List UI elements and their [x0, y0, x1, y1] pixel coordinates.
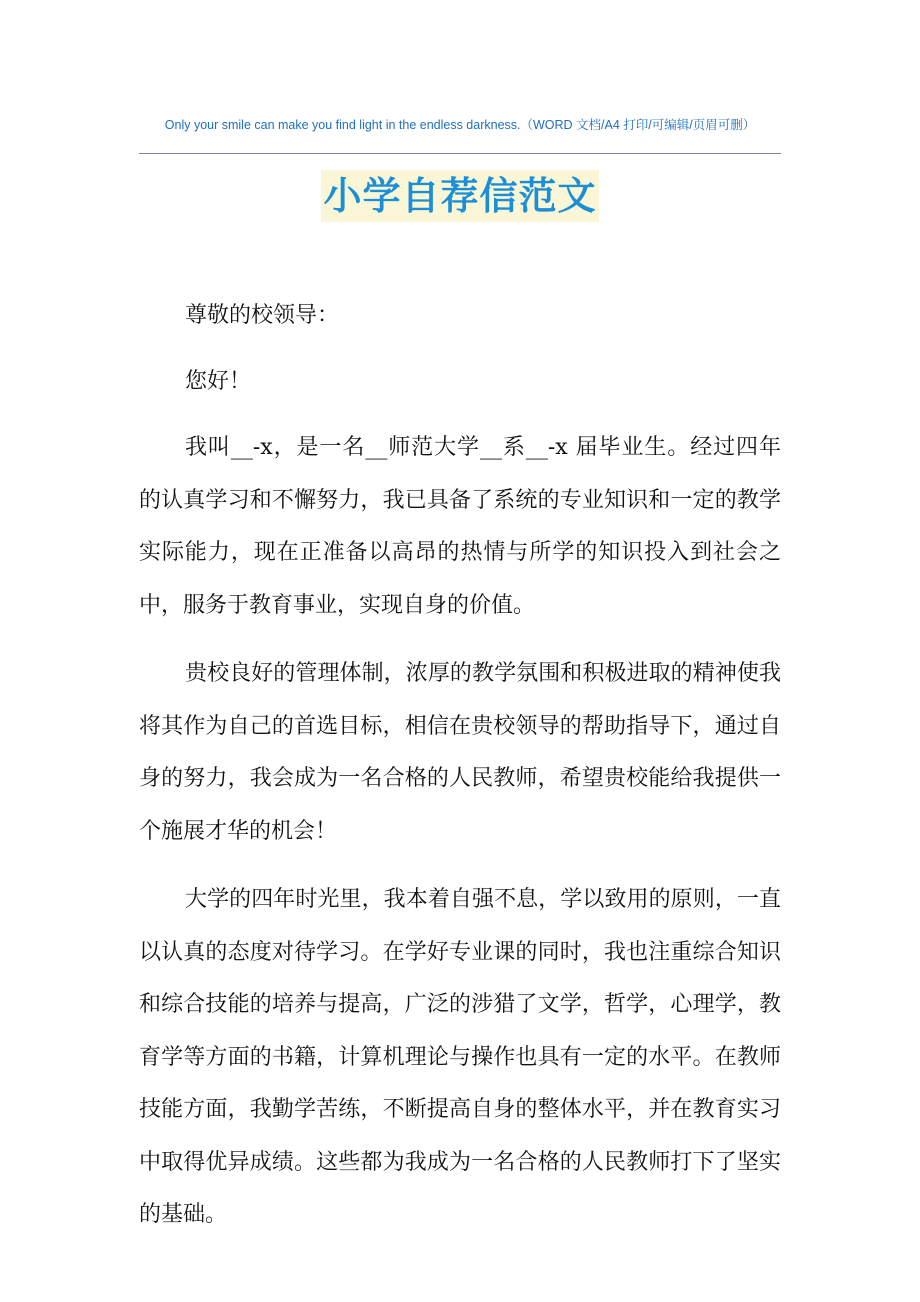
- page-header-note: Only your smile can make you find light in the endless darkness.（WORD 文档/A4 打印/可编辑/页眉可删）: [164, 118, 756, 132]
- paragraph: 大学的四年时光里，我本着自强不息，学以致用的原则，一直以认真的态度对待学习。在学好专业课的同时，我也注重综合知识和综合技能的培养与提高，广泛的涉猎了文学，哲学，心理学，教育学等方面的书籍，计算机理论与操作也具有一定的水平。在教师技能方面，我勤学苦练，不断提高自身的整体水平，并在教育实习中取得优异成绩。这些都为我成为一名合格的人民教师打下了坚实的基础。: [139, 887, 781, 1227]
- header-divider: [139, 153, 781, 154]
- salutation-block: [139, 290, 781, 359]
- greeting-block: [139, 356, 781, 425]
- paragraph: 我叫__-x，是一名__师范大学__系__-x 届毕业生。经过四年的认真学习和不懈努力，我已具备了系统的专业知识和一定的教学实际能力，现在正准备以高昂的热情与所学的知识投入到社会之中，服务于教育事业，实现自身的价值。: [139, 435, 781, 618]
- paragraph: 贵校良好的管理体制，浓厚的教学氛围和积极进取的精神使我将其作为自己的首选目标，相信在贵校领导的帮助指导下，通过自身的努力，我会成为一名合格的人民教师，希望贵校能给我提供一个施展才华的机会！: [139, 661, 781, 844]
- salutation: 尊敬的校领导：: [185, 303, 340, 328]
- letter-body: [139, 422, 781, 1258]
- greeting: 您好！: [185, 369, 252, 394]
- document-title: 小学自荐信范文: [321, 170, 598, 222]
- title-container: [0, 170, 920, 222]
